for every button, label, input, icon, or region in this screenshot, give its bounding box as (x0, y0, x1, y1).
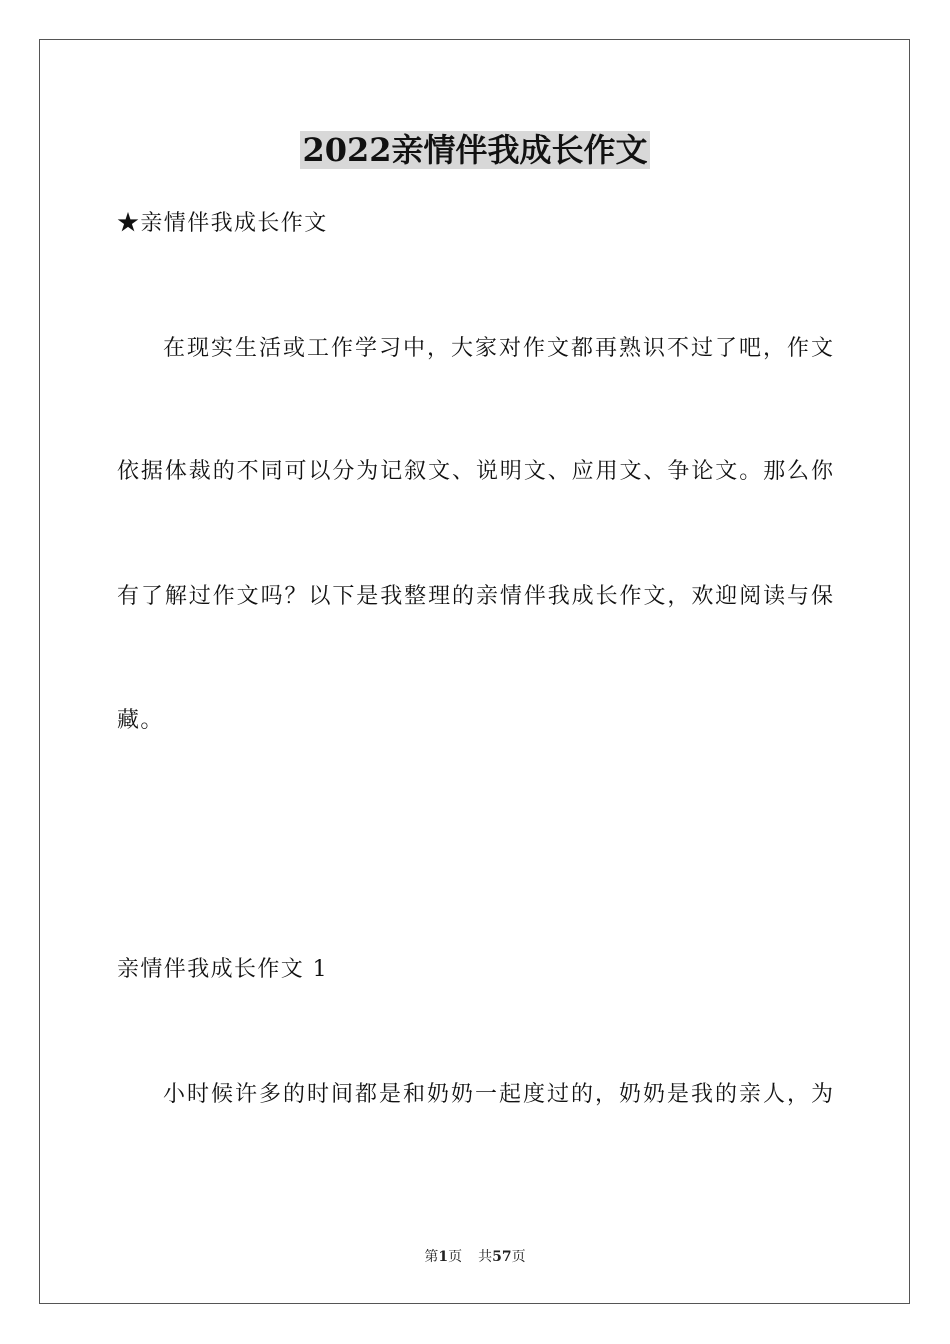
footer-page-suffix: 页 (448, 1249, 463, 1265)
intro-line-1: 在现实生活或工作学习中，大家对作文都再熟识不过了吧，作文 (163, 336, 833, 361)
footer-page-prefix: 第 (424, 1249, 439, 1265)
page-footer (0, 1247, 950, 1267)
footer-total-pages: 57 (492, 1249, 512, 1265)
document-title-text: 2022亲情伴我成长作文 (302, 131, 648, 169)
intro-line-3: 有了解过作文吗？以下是我整理的亲情伴我成长作文，欢迎阅读与保 (117, 584, 833, 609)
intro-line-2: 依据体裁的不同可以分为记叙文、说明文、应用文、争论文。那么你 (117, 459, 833, 484)
footer-page-number: 1 (438, 1249, 449, 1265)
footer-total-suffix: 页 (511, 1249, 526, 1265)
intro-line-4: 藏。 (117, 708, 164, 733)
document-title (0, 128, 950, 172)
document-subtitle: ★亲情伴我成长作文 (117, 211, 328, 236)
section-line-1: 小时候许多的时间都是和奶奶一起度过的，奶奶是我的亲人，为 (163, 1082, 833, 1107)
footer-total-prefix: 共 (478, 1249, 493, 1265)
section-heading: 亲情伴我成长作文 1 (117, 957, 328, 982)
